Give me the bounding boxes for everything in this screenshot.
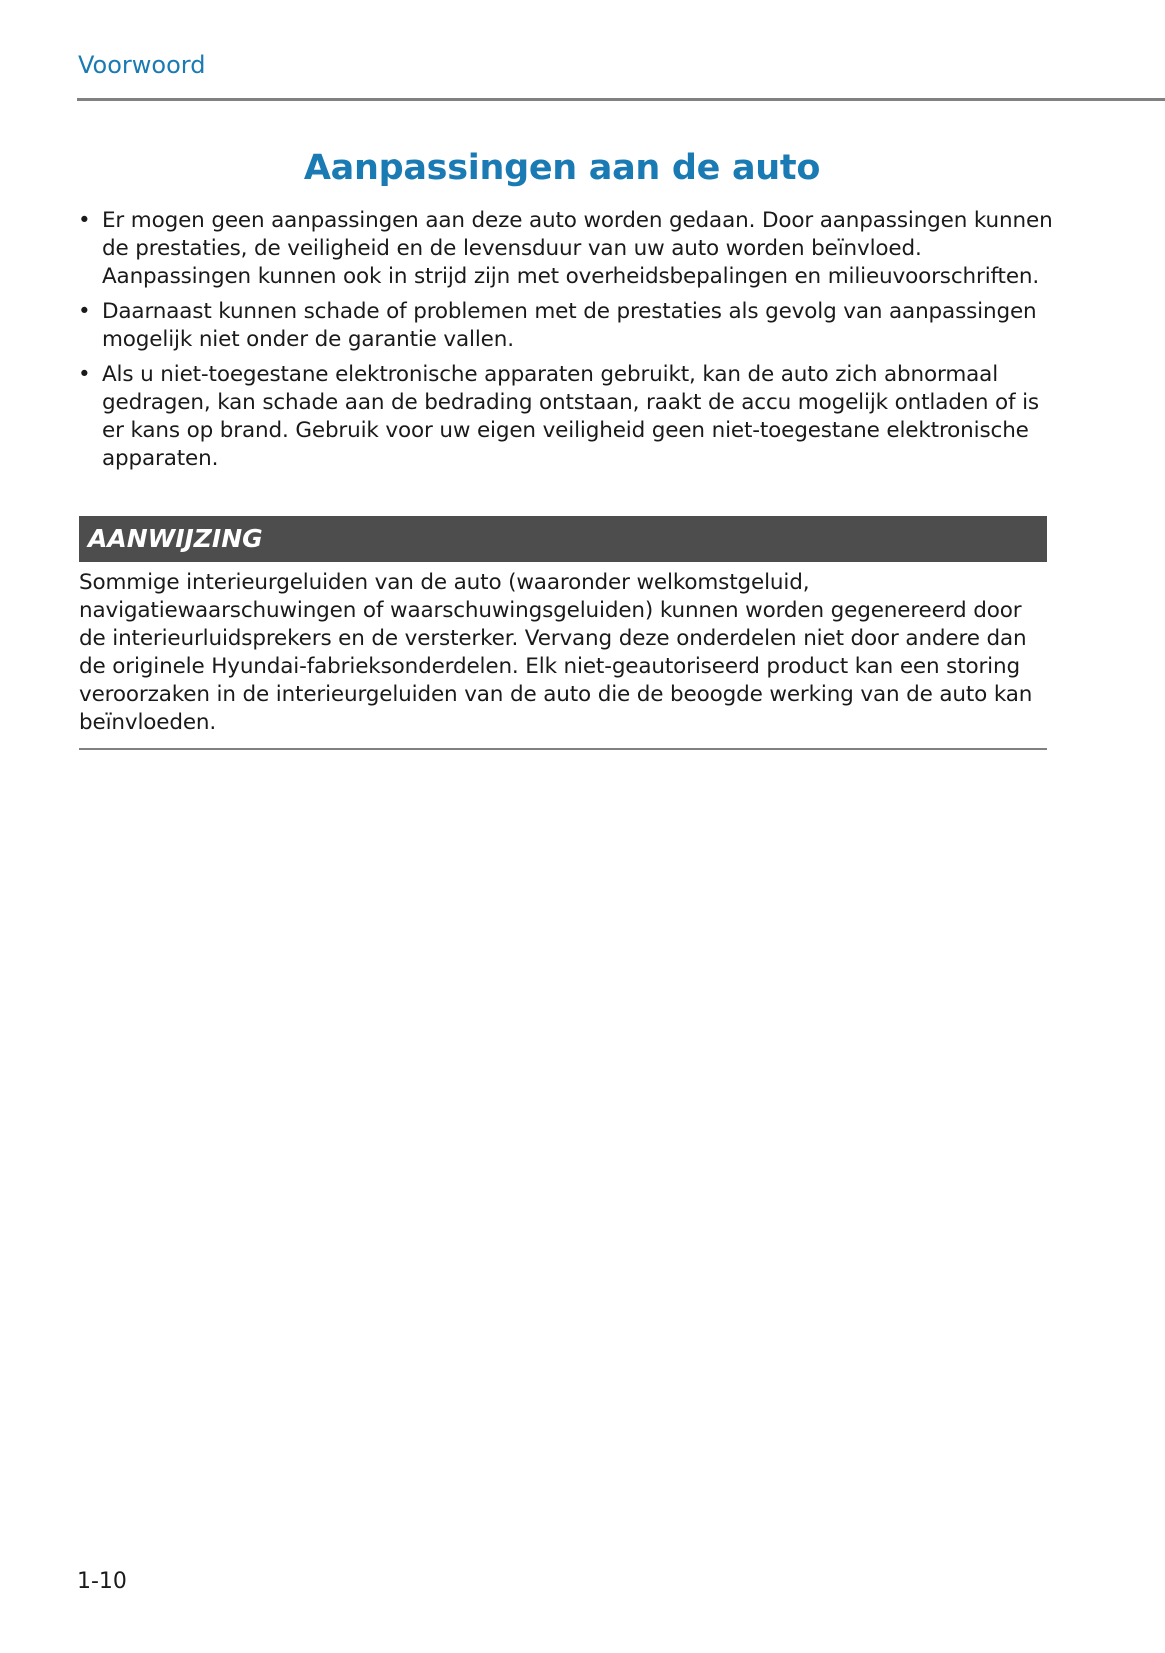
running-head: Voorwoord [78, 51, 206, 79]
list-item-text: Als u niet-toegestane elektronische apparaten gebruikt, kan de auto zich abnormaal gedragen, kan schade aan de bedrading ontstaan, raakt de accu mogelijk ontladen of is er kans op brand. Gebruik voor uw eigen veiligheid geen niet-toegestane elektronische apparaten. [102, 362, 1039, 471]
section-title: Aanpassingen aan de auto [303, 148, 821, 188]
bullet-list [78, 207, 1053, 480]
note-text: Sommige interieurgeluiden van de auto (waaronder welkomstgeluid, navigatiewaarschuwingen of waarschuwingsgeluiden) kunnen worden gegenereerd door de interieurluidsprekers en de versterker. Vervang deze onderdelen niet door andere dan de originele Hyundai-fabrieksonderdelen. Elk niet-geautoriseerd product kan een storing veroorzaken in de interieurgeluiden van de auto die de beoogde werking van de auto kan beïnvloeden. [79, 570, 1033, 735]
header-divider [77, 98, 1165, 101]
list-item [78, 207, 1053, 291]
list-item-text: Daarnaast kunnen schade of problemen met de prestaties als gevolg van aanpassingen mogelijk niet onder de garantie vallen. [102, 299, 1037, 352]
page-number: 1-10 [77, 1569, 127, 1594]
list-item [78, 298, 1053, 354]
note-label: AANWIJZING [88, 524, 263, 553]
bullet-icon: • [78, 208, 91, 233]
bullet-icon: • [78, 299, 91, 324]
list-item [78, 361, 1053, 473]
bullet-icon: • [78, 362, 91, 387]
note-header-bar [79, 516, 1047, 562]
note-divider [79, 748, 1047, 750]
list-item-text: Er mogen geen aanpassingen aan deze auto worden gedaan. Door aanpassingen kunnen de prestaties, de veiligheid en de levensduur van uw auto worden beïnvloed. Aanpassingen kunnen ook in strijd zijn met overheidsbepalingen en milieuvoorschriften. [102, 208, 1053, 289]
